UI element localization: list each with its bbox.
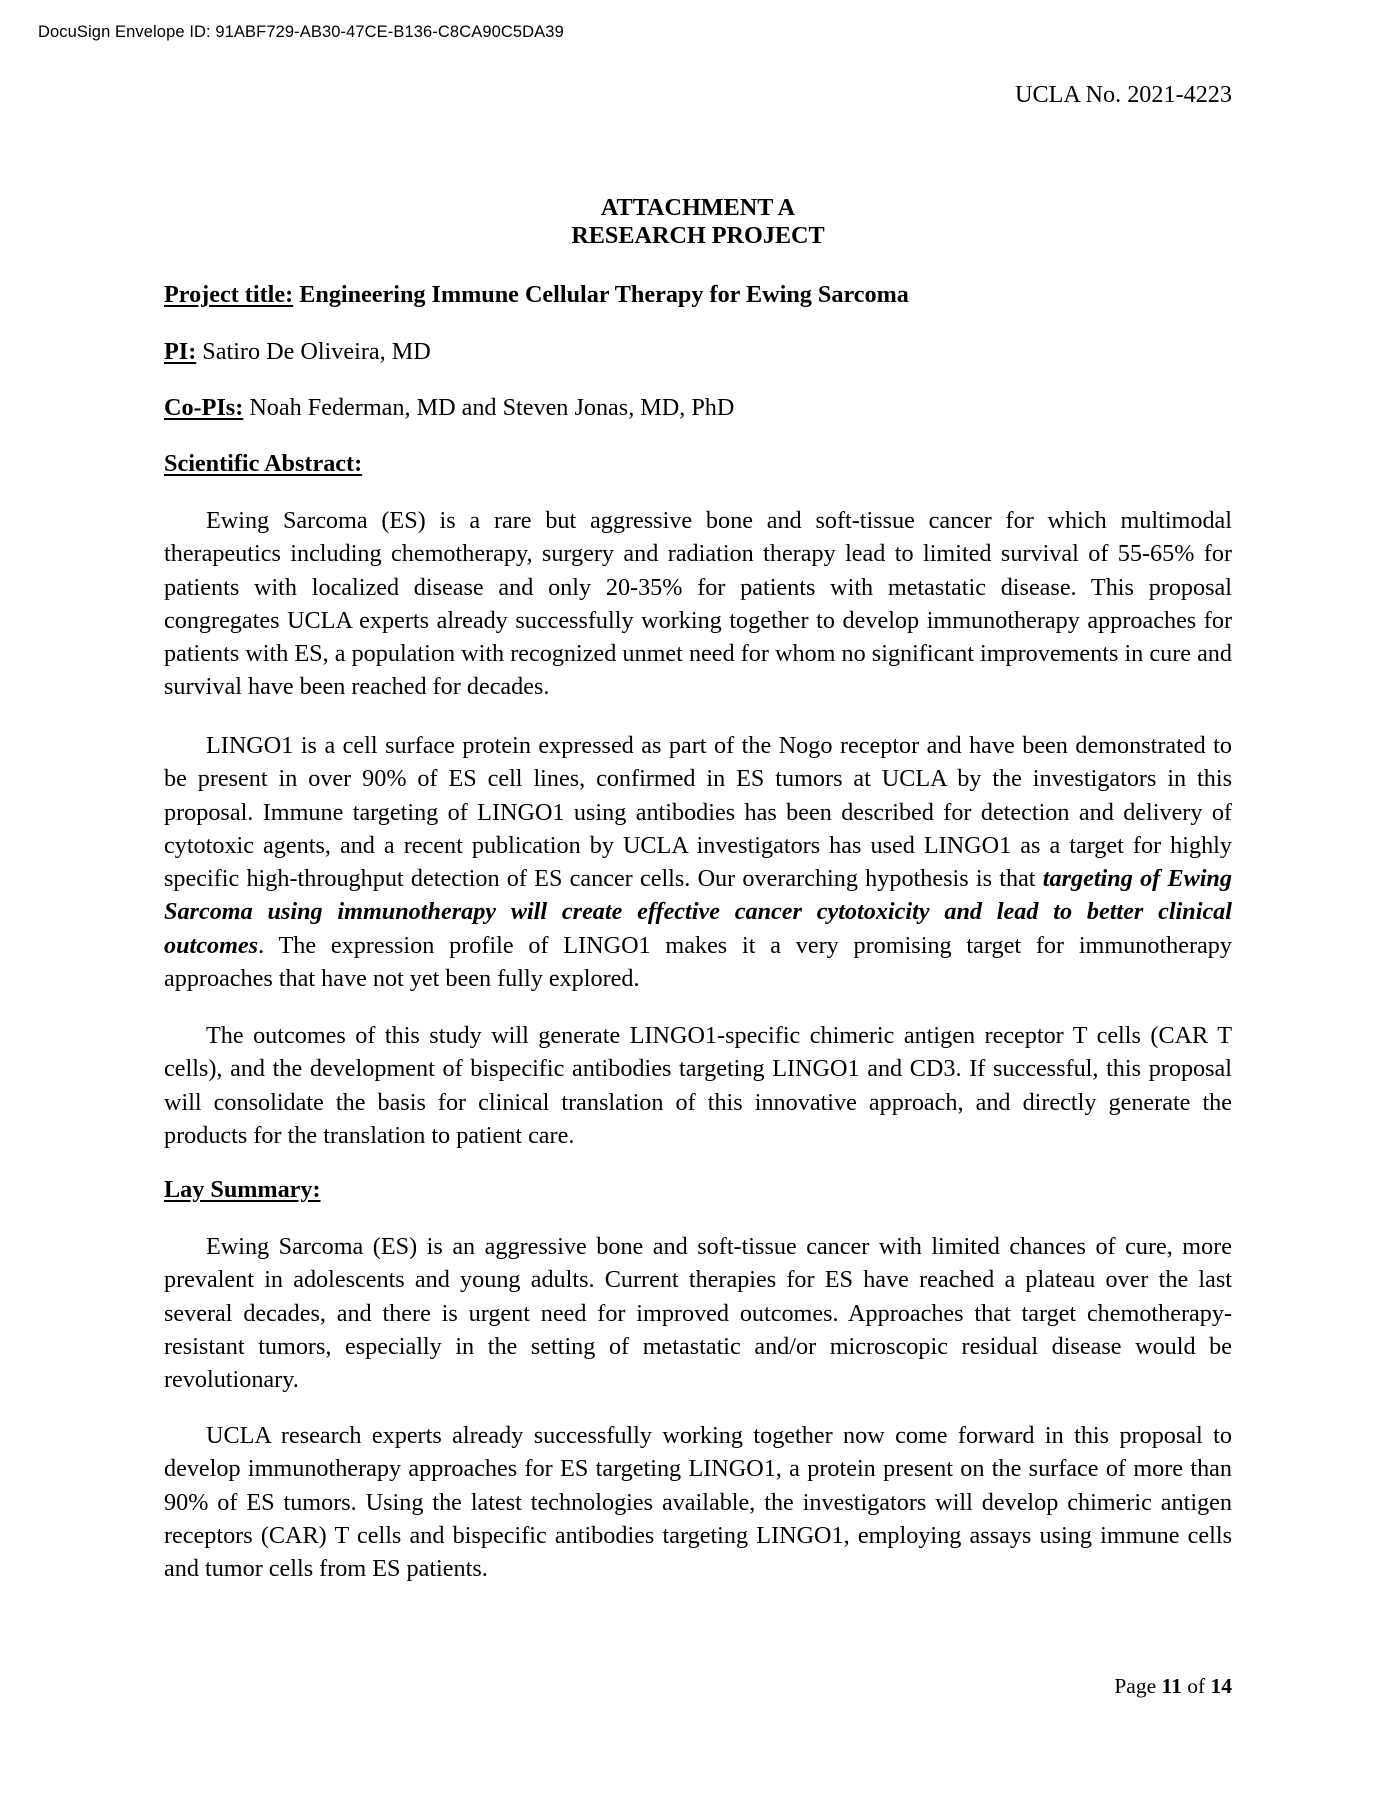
lay-summary-paragraph-1: Ewing Sarcoma (ES) is an aggressive bone and soft-tissue cancer with limited chances of cure, more prevalent in adolescents and young adults. Current therapies for ES have reached a plateau over the last several decades, and there is urgent need for improved outcomes. Approaches that target chemotherapy-resistant tumors, especially in the setting of metastatic and/or microscopic residual disease would be revolutionary. <box>164 1233 1232 1394</box>
docusign-envelope-id: DocuSign Envelope ID: 91ABF729-AB30-47CE-B136-C8CA90C5DA39 <box>38 23 564 41</box>
pi-value: Satiro De Oliveira, MD <box>202 338 431 365</box>
ucla-number: UCLA No. 2021-4223 <box>1014 81 1232 108</box>
of-word: of <box>1187 1674 1206 1698</box>
project-title-row <box>164 278 1232 311</box>
hypothesis-emphasis: targeting of Ewing Sarcoma using immunotherapy will create effective cancer cytotoxicity and lead to better clinical outcomes <box>164 865 1232 959</box>
page-number <box>1114 1670 1232 1703</box>
co-pi-value: Noah Federman, MD and Steven Jonas, MD, PhD <box>249 394 735 421</box>
lay-summary-heading <box>164 1173 1232 1206</box>
page-total: 14 <box>1210 1674 1232 1698</box>
pi-row <box>164 335 1232 368</box>
page-word: Page <box>1114 1674 1157 1698</box>
lay-summary-paragraph-2: UCLA research experts already successfully working together now come forward in this proposal to develop immunotherapy approaches for ES targeting LINGO1, a protein present on the surface of more than 90% of ES tumors. Using the latest technologies available, the investigators will develop chimeric antigen receptors (CAR) T cells and bispecific antibodies targeting LINGO1, employing assays using immune cells and tumor cells from ES patients. <box>164 1422 1232 1583</box>
scientific-abstract-heading <box>164 447 1232 480</box>
lay-summary-label: Lay Summary: <box>164 1176 321 1203</box>
abstract-paragraph-2 <box>164 729 1232 995</box>
abstract-paragraph-1: Ewing Sarcoma (ES) is a rare but aggressive bone and soft-tissue cancer for which multimodal therapeutics including chemotherapy, surgery and radiation therapy lead to limited survival of 55-65% for patients with localized disease and only 20-35% for patients with metastatic disease. This proposal congregates UCLA experts already successfully working together to develop immunotherapy approaches for patients with ES, a population with recognized unmet need for whom no significant improvements in cure and survival have been reached for decades. <box>164 507 1232 701</box>
title-line-attachment: ATTACHMENT A <box>600 194 796 221</box>
abstract-paragraph-2-text-end: . The expression profile of LINGO1 makes it a very promising target for immunotherapy approaches that have not yet been fully explored. <box>164 931 1232 993</box>
scientific-abstract-label: Scientific Abstract: <box>164 450 363 477</box>
title-line-research-project: RESEARCH PROJECT <box>571 222 825 249</box>
document-title <box>164 194 1232 250</box>
co-pi-label: Co-PIs: <box>164 394 244 421</box>
abstract-paragraph-3: The outcomes of this study will generate LINGO1-specific chimeric antigen receptor T cells (CAR T cells), and the development of bispecific antibodies targeting LINGO1 and CD3. If successful, this proposal will consolidate the basis for clinical translation of this innovative approach, and directly generate the products for the translation to patient care. <box>164 1022 1232 1149</box>
project-title-value: Engineering Immune Cellular Therapy for Ewing Sarcoma <box>299 281 909 308</box>
page-current: 11 <box>1161 1674 1182 1698</box>
project-title-label: Project title: <box>164 281 294 308</box>
abstract-paragraph-2-text-start: LINGO1 is a cell surface protein expressed as part of the Nogo receptor and have been demonstrated to be present in over 90% of ES cell lines, confirmed in ES tumors at UCLA by the investigators in this proposal. Immune targeting of LINGO1 using antibodies has been described for detection and delivery of cytotoxic agents, and a recent publication by UCLA investigators has used LINGO1 as a target for highly specific high-throughput detection of ES cancer cells. Our overarching hypothesis is that <box>164 732 1232 893</box>
co-pi-row <box>164 391 1232 424</box>
pi-label: PI: <box>164 338 197 365</box>
